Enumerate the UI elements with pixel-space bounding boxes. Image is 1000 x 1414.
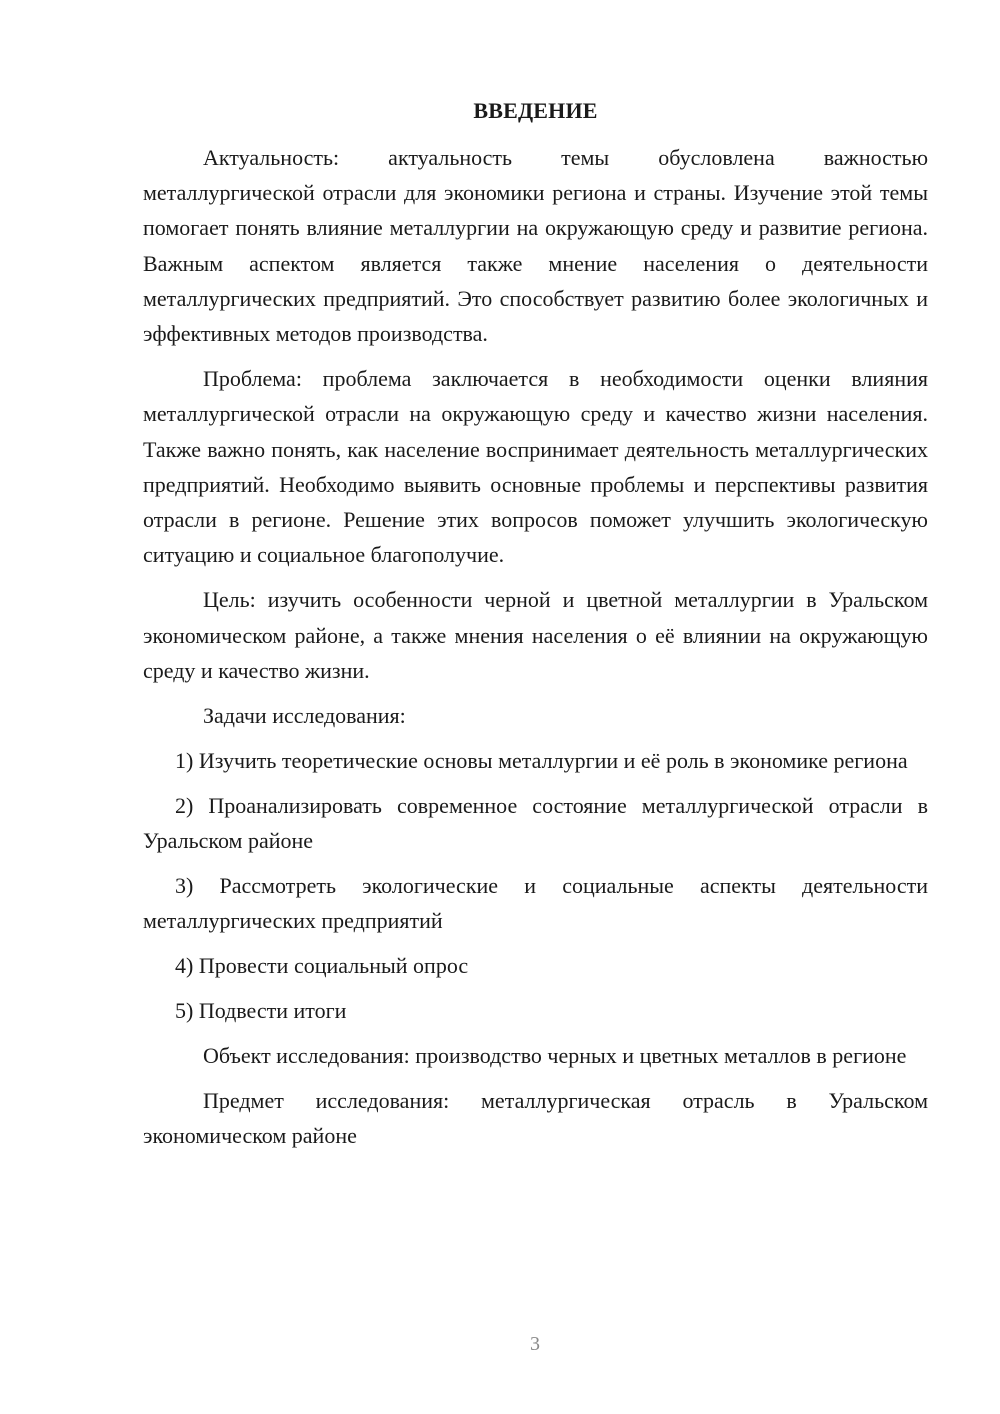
paragraph-problem: Проблема: проблема заключается в необходимости оценки влияния металлургической отрасли на окружающую среду и качество жизни населения. Также важно понять, как население воспринимает деятельность металлургических предприятий. Необходимо выявить основные проблемы и перспективы развития отрасли в регионе. Решение этих вопросов поможет улучшить экологическую ситуацию и социальное благополучие.: [143, 366, 928, 568]
tasks-list: [143, 743, 928, 1028]
paragraph-goal: Цель: изучить особенности черной и цветной металлургии в Уральском экономическом районе, а также мнения населения о её влиянии на окружающую среду и качество жизни.: [143, 587, 928, 683]
task-item: 4) Провести социальный опрос: [175, 953, 469, 979]
task-item: 3) Рассмотреть экологические и социальные аспекты деятельности металлургических предприятий: [143, 873, 928, 934]
paragraph-subject: Предмет исследования: металлургическая отрасль в Уральском экономическом районе: [143, 1088, 928, 1149]
task-item: 5) Подвести итоги: [175, 998, 347, 1024]
page-content: [143, 96, 928, 1164]
paragraph-object: Объект исследования: производство черных и цветных металлов в регионе: [203, 1043, 907, 1069]
tasks-heading: Задачи исследования:: [203, 703, 406, 729]
paragraph-relevance: Актуальность: актуальность темы обусловлена важностью металлургической отрасли для экономики региона и страны. Изучение этой темы помогает понять влияние металлургии на окружающую среду и развитие региона. Важным аспектом является также мнение населения о деятельности металлургических предприятий. Это способствует развитию более экологичных и эффективных методов производства.: [143, 145, 928, 347]
task-item: 2) Проанализировать современное состояние металлургической отрасли в Уральском районе: [143, 793, 928, 854]
page-number: 3: [530, 1333, 540, 1355]
task-item: 1) Изучить теоретические основы металлургии и её роль в экономике региона: [175, 748, 908, 774]
section-title: ВВЕДЕНИЕ: [473, 98, 598, 123]
